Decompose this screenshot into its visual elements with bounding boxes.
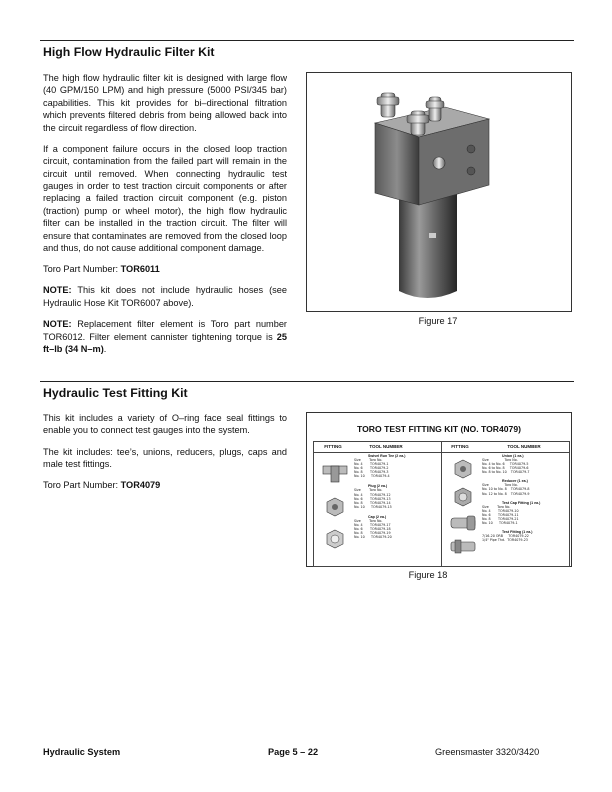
footer-page-number: Page 5 – 22 bbox=[268, 747, 319, 757]
section-title-test-fitting-kit: Hydraulic Test Fitting Kit bbox=[43, 386, 188, 400]
part-number-line: Toro Part Number: TOR4079 bbox=[43, 480, 161, 491]
top-rule bbox=[40, 40, 574, 41]
filter-canister bbox=[399, 193, 457, 298]
fitting-group: Swivel Run Tee (2 ea.) Size Toro No. No. 4 TOR4079-1 No. 6 TOR4079-2 No. 8 TOR4079-3 No. 10 TOR4079-4 bbox=[354, 454, 406, 479]
col-header-fitting: FITTING bbox=[324, 444, 342, 449]
fitting-group: Reducer (1 ea.) Size Toro No. No. 10 to No. 8 TOR4079-8 No. 12 to No. 8 TOR4079-9 bbox=[482, 479, 530, 496]
part-number: TOR4079 bbox=[120, 480, 161, 491]
note: NOTE: This kit does not include hydraulic hoses (see Hydraulic Hose Kit TOR6007 above). bbox=[43, 285, 287, 308]
paragraph: The high flow hydraulic filter kit is designed with large flow (40 GPM/150 LPM) and high pressure (5000 PSI/345 bar) capabilities. This kit provides for bi–directional filtration which prevents filtered debris from being allowed back into the circuit regardless of flow direction. bbox=[43, 73, 287, 133]
col-header-fitting: FITTING bbox=[451, 444, 469, 449]
fitting-group: Test Cap Fitting (1 ea.) Size Toro No. No. 4 TOR4079-10 No. 6 TOR4079-11 No. 8 TOR4079-21 No. 10 TOR4079-1 bbox=[482, 500, 541, 526]
fitting-icons-right bbox=[446, 456, 480, 562]
paragraph: The kit includes: tee’s, unions, reducers, plugs, caps and male test fittings. bbox=[43, 446, 287, 470]
fitting-group: Plug (2 ea.) Size Toro No. No. 4 TOR4079-12 No. 6 TOR4079-13 No. 8 TOR4079-14 No. 10 TOR4079-15 bbox=[354, 484, 392, 509]
figure-17-caption: Figure 17 bbox=[418, 316, 458, 326]
tee-icon bbox=[323, 466, 347, 482]
footer-section: Hydraulic System bbox=[43, 747, 121, 757]
right-tool-groups bbox=[482, 454, 568, 542]
fitting-group: Union (1 ea.) Size Toro No. No. 4 to No. 6 TOR4079-5 No. 6 to No. 8 TOR4079-6 No. 8 to No. 10 TOR4079-7 bbox=[482, 454, 530, 475]
paragraph: This kit includes a variety of O–ring face seal fittings to enable you to connect test gauges into the system. bbox=[43, 413, 287, 436]
fitting-group: Cap (2 ea.) Size Toro No. No. 4 TOR4079-17 No. 6 TOR4079-18 No. 8 TOR4079-19 No. 10 TOR4079-20 bbox=[354, 514, 392, 540]
union-icon bbox=[455, 460, 471, 478]
fitting-kit-table-title: TORO TEST FITTING KIT (NO. TOR4079) bbox=[357, 424, 521, 434]
section-rule bbox=[40, 381, 574, 382]
paragraph: If a component failure occurs in the closed loop traction circuit, contamination from the failed part will remain in the circuit until removed. When connecting hydraulic test gauges in order to test traction circuit components or after replacing a failed traction circuit component (e.g. piston (traction) pump or wheel motor), the high flow hydraulic filter can be installed in the traction circuit. The filter will ensure that contaminates are removed from the closed loop and thus, do not cause additional component damage. bbox=[43, 143, 287, 254]
fitting-kit-table bbox=[313, 441, 570, 567]
section-title-filter-kit: High Flow Hydraulic Filter Kit bbox=[43, 45, 215, 59]
filter-kit-illustration bbox=[307, 73, 571, 311]
fitting-icons-left bbox=[320, 460, 350, 560]
test-cap-icon bbox=[451, 516, 475, 530]
filter-head-front bbox=[375, 123, 419, 205]
col-header-tool-number: TOOL NUMBER bbox=[369, 444, 403, 449]
part-number-line: Toro Part Number: TOR6011 bbox=[43, 264, 160, 275]
note: NOTE: Replacement filter element is Toro part number TOR6012. Filter element cannister tightening torque is 25 ft–lb (34 N–m). bbox=[43, 319, 287, 354]
left-tool-groups bbox=[354, 454, 440, 539]
fitting-group: Test Fitting (1 ea.) 7/16-20 ORB TOR4079-22 1/4" Pipe Thd. TOR4079-23 bbox=[482, 530, 533, 543]
test-fitting-kit-text bbox=[43, 412, 287, 500]
cap-icon bbox=[327, 530, 343, 548]
figure-17-frame bbox=[306, 72, 572, 312]
part-number: TOR6011 bbox=[120, 264, 160, 275]
gauge-port bbox=[433, 157, 445, 169]
filter-kit-text bbox=[43, 72, 287, 364]
reducer-icon bbox=[455, 488, 471, 506]
test-fitting-icon bbox=[451, 540, 475, 553]
figure-18-caption: Figure 18 bbox=[408, 570, 448, 580]
plug-icon bbox=[327, 498, 343, 516]
footer-product: Greensmaster 3320/3420 bbox=[435, 747, 540, 757]
col-header-tool-number: TOOL NUMBER bbox=[507, 444, 541, 449]
port-fitting bbox=[429, 97, 441, 121]
